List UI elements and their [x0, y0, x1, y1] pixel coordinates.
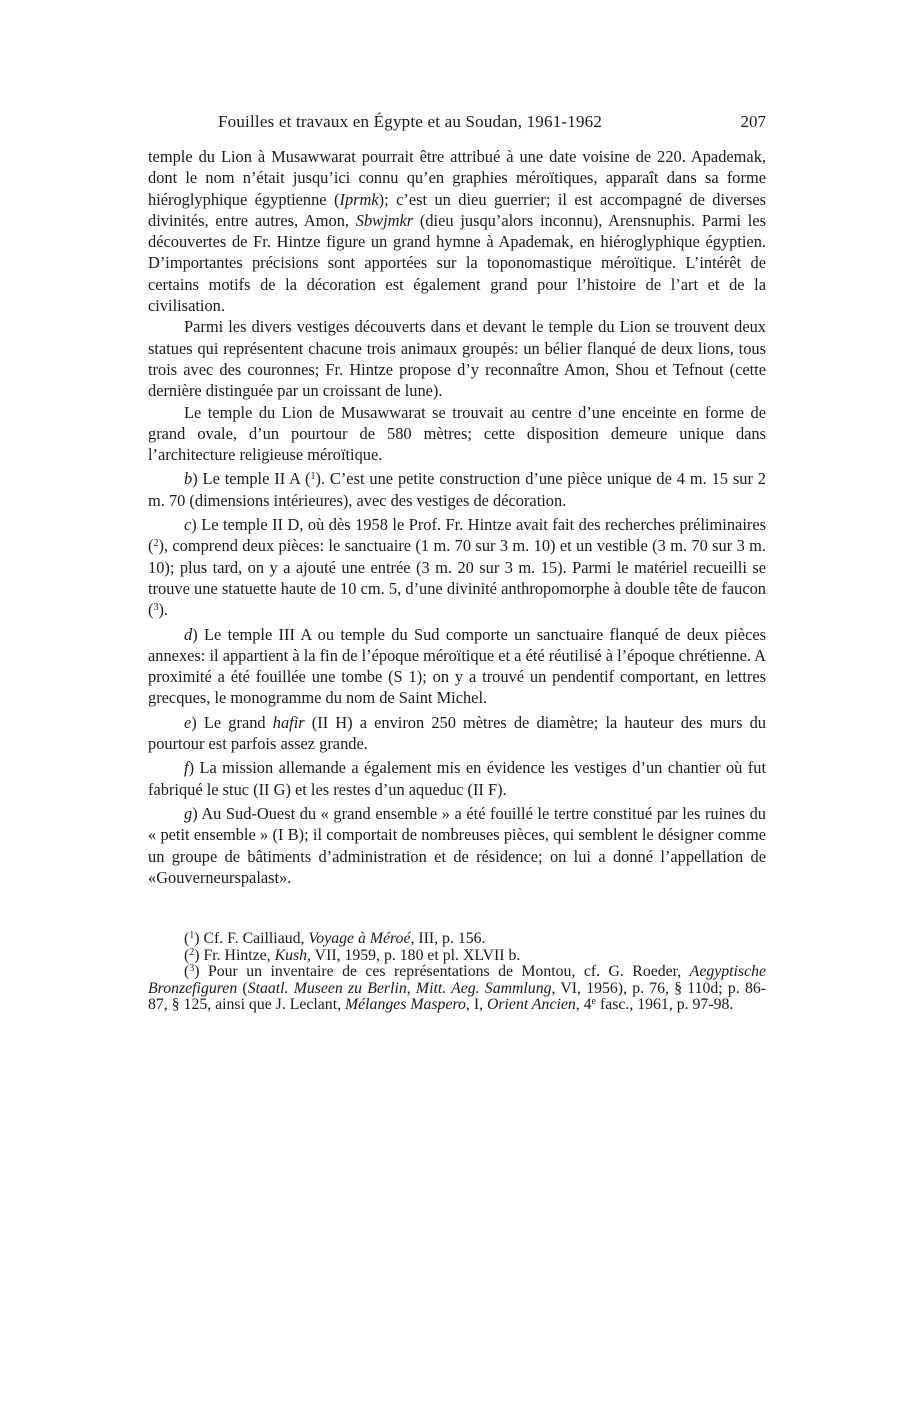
footnote-1: ($^1$) Cf. F. Cailliaud, Voyage à Méroé, III, p. 156.: [184, 930, 486, 948]
paragraph-c: c) Le temple II D, où dès 1958 le Prof. Fr. Hintze avait fait des recherches préliminaires ($^2$), comprend deux pièces: le sanctuaire (1 m. 70 sur 3 m. 10) et un vestible (3 m. 70 sur 3 m. 10); plus tard, on y a ajouté une entrée (3 m. 20 sur 3 m. 15). Parmi le matériel recueilli se trouve une statuette haute de 10 cm. 5, d’une divinité anthropomorphe à double tête de faucon ($^3$).: [148, 515, 766, 620]
document-page: [148, 108, 766, 1014]
running-title: Fouilles et travaux en Égypte et au Soudan, 1961-1962: [218, 112, 603, 131]
paragraph: Parmi les divers vestiges découverts dans et devant le temple du Lion se trouvent deux statues qui représentent chacune trois animaux groupés: un bélier flanqué de deux lions, tous trois avec des couronnes; Fr. Hintze propose d’y reconnaître Amon, Shou et Tefnout (cette dernière distinguée par un croissant de lune).: [148, 317, 766, 401]
running-header: [148, 108, 766, 134]
footnote-3: ($^3$) Pour un inventaire de ces représentations de Montou, cf. G. Roeder, Aegyptische Bronzefiguren (Staatl. Museen zu Berlin, Mitt. Aeg. Sammlung, VI, 1956), p. 76, § 110d; p. 86-87, § 125, ainsi que J. Leclant, Mélanges Maspero, I, Orient Ancien, 4e fasc., 1961, p. 97-98.: [148, 963, 766, 1014]
paragraph: Le temple du Lion de Musawwarat se trouvait au centre d’une enceinte en forme de grand ovale, d’un pourtour de 580 mètres; cette disposition demeure unique dans l’architecture religieuse méroïtique.: [148, 402, 766, 465]
paragraph-g: g) Au Sud-Ouest du « grand ensemble » a été fouillé le tertre constitué par les ruines du « petit ensemble » (I B); il comportait de nombreuses pièces, qui semblent le désigner comme un groupe de bâtiments d’administration et de résidence; on lui a donné l’appellation de «Gouverneurspalast».: [148, 803, 766, 887]
paragraph-e: e) Le grand hafir (II H) a environ 250 mètres de diamètre; la hauteur des murs du pourtour est parfois assez grande.: [148, 712, 766, 754]
paragraph-d: d) Le temple III A ou temple du Sud comporte un sanctuaire flanqué de deux pièces annexes: il appartient à la fin de l’époque méroïtique et a été réutilisé à l’époque chrétienne. A proximité a été fouillée une tombe (S 1); on y a trouvé un pendentif comportant, en lettres grecques, le monogramme du nom de Saint Michel.: [148, 624, 766, 708]
paragraph-b: b) Le temple II A ($^1$). C’est une petite construction d’une pièce unique de 4 m. 15 sur 2 m. 70 (dimensions intérieures), avec des vestiges de décoration.: [148, 469, 767, 510]
page-number: 207: [740, 112, 766, 131]
footnote-2: ($^2$) Fr. Hintze, Kush, VII, 1959, p. 180 et pl. XLVII b.: [184, 946, 521, 964]
body-text: [148, 146, 766, 888]
paragraph-f: f) La mission allemande a également mis en évidence les vestiges d’un chantier où fut fabriqué le stuc (II G) et les restes d’un aqueduc (II F).: [148, 758, 766, 799]
paragraph: temple du Lion à Musawwarat pourrait être attribué à une date voisine de 220. Apademak, dont le nom n’était jusqu’ici connu qu’en graphies méroïtiques, apparaît dans sa forme hiéroglyphique égyptienne (Iprmk); c’est un dieu guerrier; il est accompagné de diverses divinités, entre autres, Amon, Sbwjmkr (dieu jusqu’alors inconnu), Arensnuphis. Parmi les découvertes de Fr. Hintze figure un grand hymne à Apademak, en hiéroglyphique égyptien. D’importantes précisions sont apportées sur la toponomastique méroïtique. L’intérêt de certains motifs de la décoration est également grand pour l’histoire de l’art et de la civilisation.: [148, 147, 766, 316]
footnotes: [148, 931, 766, 1014]
